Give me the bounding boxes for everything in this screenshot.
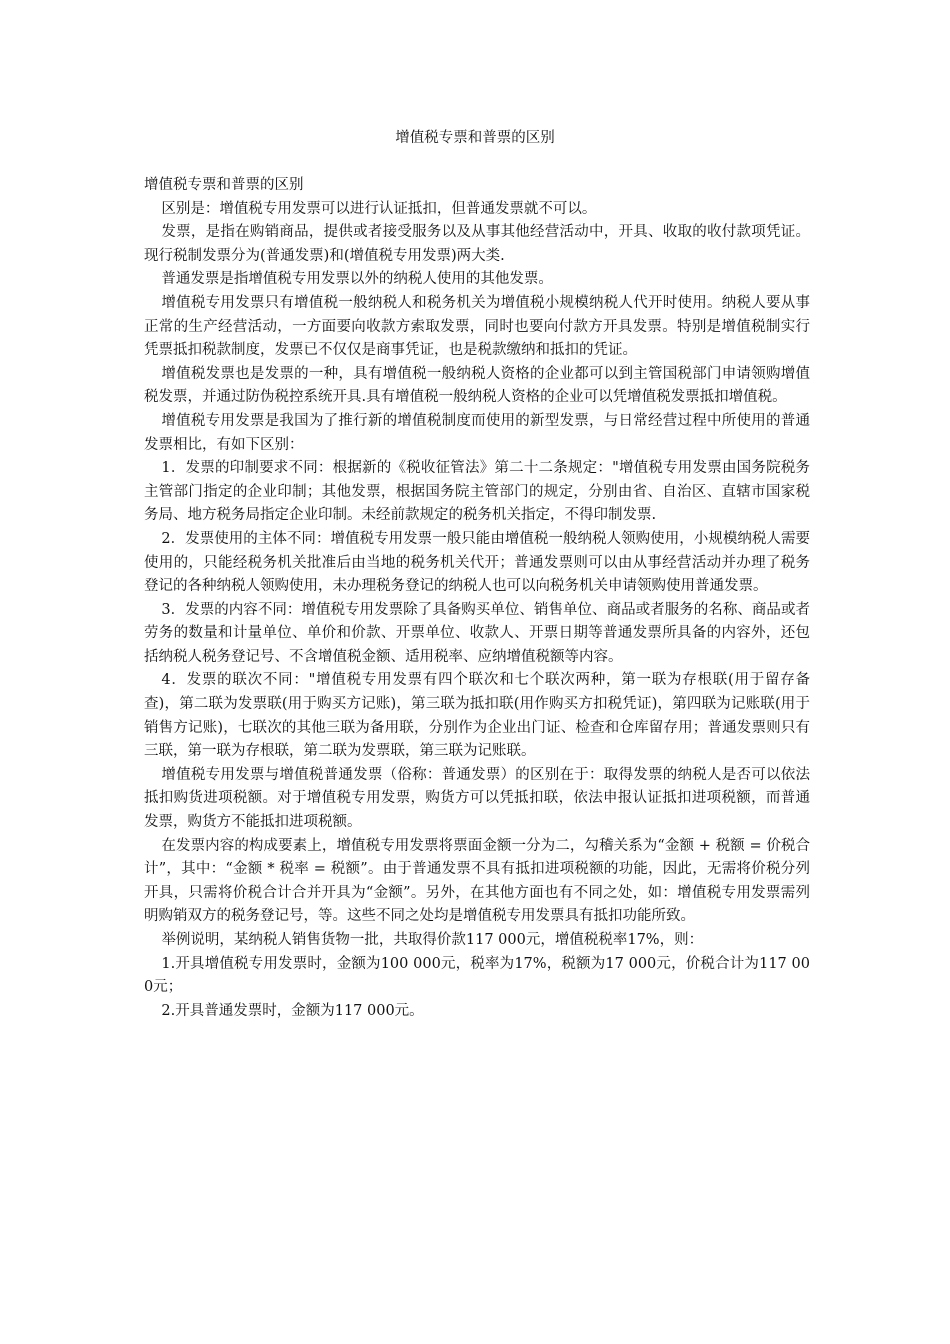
paragraph: 普通发票是指增值税专用发票以外的纳税人使用的其他发票。	[161, 271, 553, 288]
list-item-3: 3．发票的内容不同：增值税专用发票除了具备购买单位、销售单位、商品或者服务的名称、商品或者劳务的数量和计量单位、单价和价款、开票单位、收款人、开票日期等普通发票所具备的内容外，还包括纳税人税务登记号、不含增值税金额、适用税率、应纳增值税额等内容。	[144, 601, 810, 665]
document-body	[144, 174, 810, 1023]
example-item-2: 2.开具普通发票时，金额为117 000元。	[161, 1002, 424, 1019]
list-item-2: 2．发票使用的主体不同：增值税专用发票一般只能由增值税一般纳税人领购使用，小规模纳税人需要使用的，只能经税务机关批准后由当地的税务机关代开；普通发票则可以由从事经营活动并办理了税务登记的各种纳税人领购使用，未办理税务登记的纳税人也可以向税务机关申请领购使用普通发票。	[144, 530, 810, 595]
list-item-1: 1．发票的印制要求不同：根据新的《税收征管法》第二十二条规定："增值税专用发票由国务院税务主管部门指定的企业印制；其他发票，根据国务院主管部门的规定，分别由省、自治区、直辖市国家税务局、地方税务局指定企业印制。未经前款规定的税务机关指定，不得印制发票.	[144, 460, 810, 524]
list-item-4: 4．发票的联次不同："增值税专用发票有四个联次和七个联次两种，第一联为存根联(用于留存备查)，第二联为发票联(用于购买方记账)，第三联为抵扣联(用作购买方扣税凭证)，第四联为记账联(用于销售方记账)，七联次的其他三联为备用联，分别作为企业出门证、检查和仓库留存用；普通发票则只有三联，第一联为存根联，第二联为发票联，第三联为记账联。	[144, 672, 810, 760]
section-heading: 增值税专票和普票的区别	[144, 177, 304, 193]
paragraph: 发票，是指在购销商品，提供或者接受服务以及从事其他经营活动中，开具、收取的收付款项凭证。现行税制发票分为(普通发票)和(增值税专用发票)两大类.	[144, 224, 810, 264]
paragraph: 增值税发票也是发票的一种，具有增值税一般纳税人资格的企业都可以到主管国税部门申请领购增值税发票，并通过防伪税控系统开具.具有增值税一般纳税人资格的企业可以凭增值税发票抵扣增值税。	[144, 365, 810, 406]
paragraph: 在发票内容的构成要素上，增值税专用发票将票面金额一分为二，勾稽关系为“金额 + 税额 = 价税合计”，其中：“金额 * 税率 = 税额”。由于普通发票不具有抵扣进项税额的功能，因此，无需将价税分列开具，只需将价税合计合并开具为“金额”。另外，在其他方面也有不同之处，如：增值税专用发票需列明购销双方的税务登记号，等。这些不同之处均是增值税专用发票具有抵扣功能所致。	[144, 837, 810, 925]
paragraph: 区别是：增值税专用发票可以进行认证抵扣，但普通发票就不可以。	[161, 200, 597, 217]
paragraph: 增值税专用发票与增值税普通发票（俗称：普通发票）的区别在于：取得发票的纳税人是否可以依法抵扣购货进项税额。对于增值税专用发票，购货方可以凭抵扣联，依法申报认证抵扣进项税额，而普通发票，购货方不能抵扣进项税额。	[144, 766, 810, 831]
paragraph: 增值税专用发票只有增值税一般纳税人和税务机关为增值税小规模纳税人代开时使用。纳税人要从事正常的生产经营活动，一方面要向收款方索取发票，同时也要向付款方开具发票。特别是增值税制实行凭票抵扣税款制度，发票已不仅仅是商事凭证，也是税款缴纳和抵扣的凭证。	[144, 294, 810, 359]
document-title: 增值税专票和普票的区别	[395, 130, 555, 146]
paragraph: 增值税专用发票是我国为了推行新的增值税制度而使用的新型发票，与日常经营过程中所使用的普通发票相比，有如下区别：	[144, 412, 810, 453]
example-item-1: 1.开具增值税专用发票时，金额为100 000元，税率为17%，税额为17 000元，价税合计为117 000元；	[144, 955, 810, 996]
paragraph: 举例说明，某纳税人销售货物一批，共取得价款117 000元，增值税税率17%，则：	[161, 932, 704, 948]
